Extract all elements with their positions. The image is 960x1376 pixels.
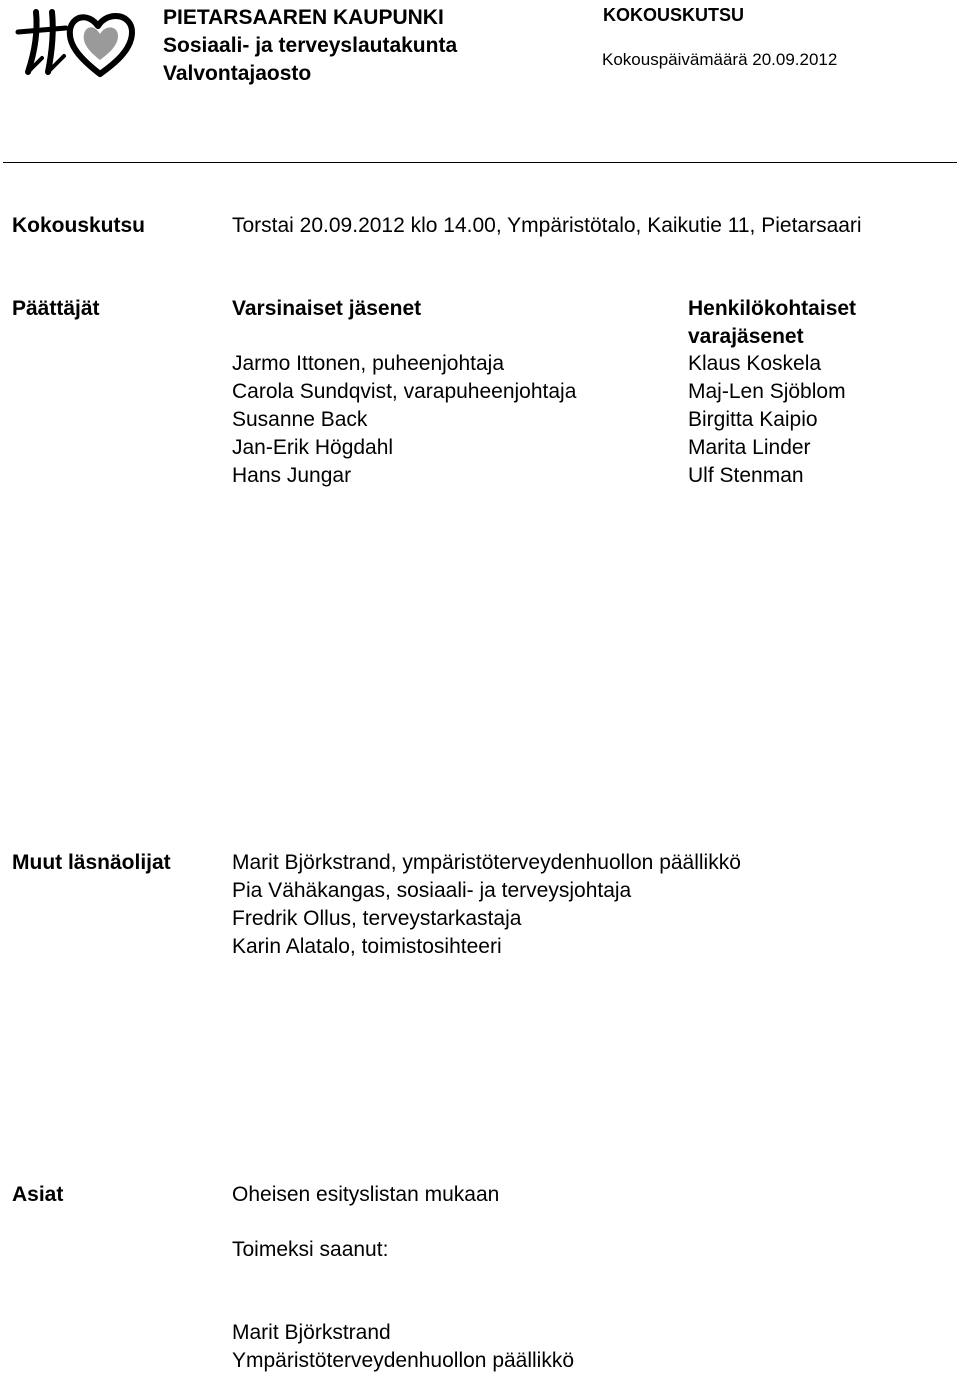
list-item: Jarmo Ittonen, puheenjohtaja xyxy=(232,352,505,375)
regular-members-list xyxy=(232,350,576,490)
list-item: Klaus Koskela xyxy=(688,352,822,375)
list-item: Karin Alatalo, toimistosihteeri xyxy=(232,935,502,958)
deputy-members-heading xyxy=(688,295,856,351)
heart-logo-icon xyxy=(8,2,140,82)
matters-label: Asiat xyxy=(12,1183,64,1206)
deputy-members-list xyxy=(688,350,846,490)
org-division: Valvontajaosto xyxy=(163,62,312,85)
deputy-heading-line2: varajäsenet xyxy=(688,325,804,348)
document-type: KOKOUSKUTSU xyxy=(603,5,745,25)
meeting-label: Kokouskutsu xyxy=(12,214,146,237)
list-item: Fredrik Ollus, terveystarkastaja xyxy=(232,907,522,930)
org-board: Sosiaali- ja terveyslautakunta xyxy=(163,34,458,57)
list-item: Susanne Back xyxy=(232,408,368,431)
sender-name: Marit Björkstrand xyxy=(232,1321,391,1344)
sender-title: Ympäristöterveydenhuollon päällikkö xyxy=(232,1349,575,1372)
header-divider xyxy=(3,162,957,163)
decision-makers-label: Päättäjät xyxy=(12,297,100,320)
list-item: Hans Jungar xyxy=(232,464,352,487)
deputy-heading-line1: Henkilökohtaiset xyxy=(688,297,857,320)
list-item: Marita Linder xyxy=(688,436,811,459)
list-item: Jan-Erik Högdahl xyxy=(232,436,394,459)
list-item: Ulf Stenman xyxy=(688,464,804,487)
meeting-details: Torstai 20.09.2012 klo 14.00, Ympäristötalo, Kaikutie 11, Pietarsaari xyxy=(232,214,862,237)
sender-label: Toimeksi saanut: xyxy=(232,1238,389,1261)
list-item: Marit Björkstrand, ympäristöterveydenhuollon päällikkö xyxy=(232,851,741,874)
others-present-list xyxy=(232,849,741,961)
list-item: Pia Vähäkangas, sosiaali- ja terveysjohtaja xyxy=(232,879,632,902)
list-item: Carola Sundqvist, varapuheenjohtaja xyxy=(232,380,577,403)
list-item: Maj-Len Sjöblom xyxy=(688,380,846,403)
others-present-label: Muut läsnäolijat xyxy=(12,851,171,874)
organization-block xyxy=(163,4,457,88)
regular-members-heading: Varsinaiset jäsenet xyxy=(232,297,422,320)
matters-text: Oheisen esityslistan mukaan xyxy=(232,1183,500,1206)
org-name: PIETARSAAREN KAUPUNKI xyxy=(163,6,444,29)
list-item: Birgitta Kaipio xyxy=(688,408,818,431)
meeting-date: Kokouspäivämäärä 20.09.2012 xyxy=(602,50,838,69)
